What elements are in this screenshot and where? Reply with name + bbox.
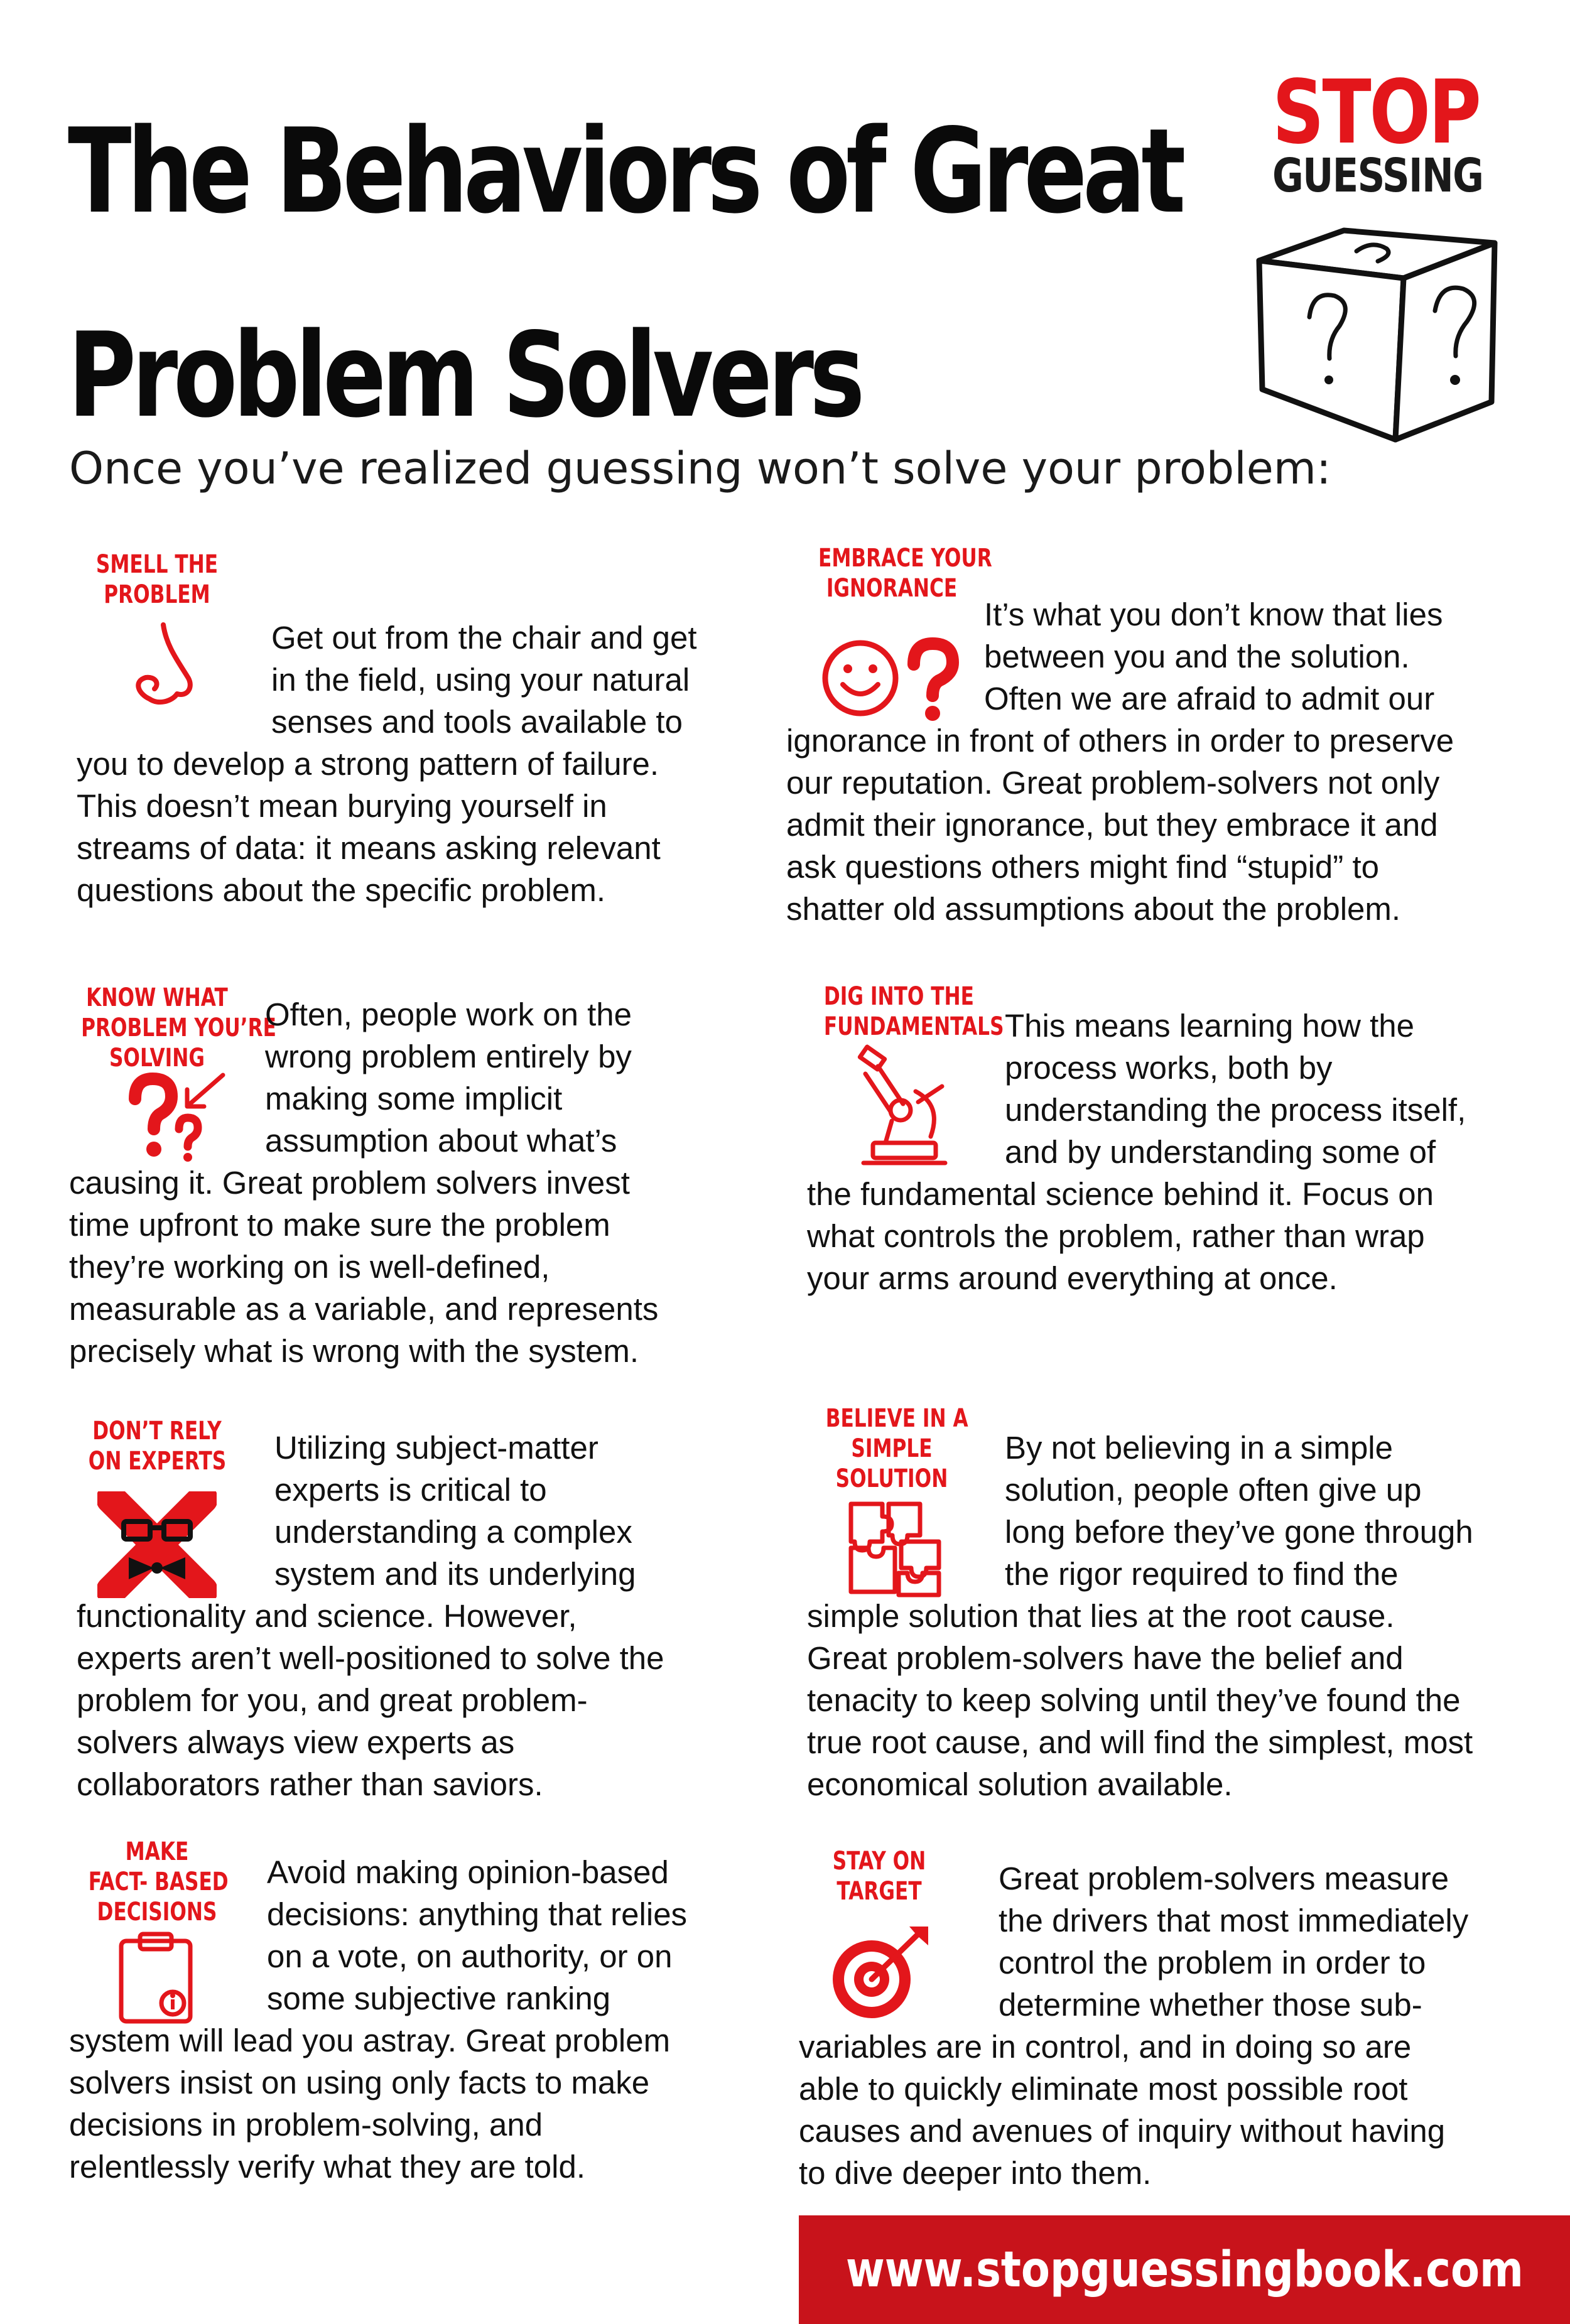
question-marks-icon: [122, 1067, 229, 1162]
section-label: MAKE FACT- BASED DECISIONS: [88, 1837, 229, 1927]
smiley-question-icon: [820, 634, 970, 722]
nose-icon: [119, 619, 214, 713]
website-link[interactable]: www.stopguessingbook.com: [845, 2241, 1524, 2298]
logo-guessing-text: GUESSING: [1272, 149, 1483, 203]
section-label: DIG INTO THE FUNDAMENTALS: [823, 982, 1004, 1041]
clipboard-info-icon: [116, 1931, 198, 2025]
section-label: EMBRACE YOUR IGNORANCE: [818, 544, 992, 603]
subtitle: Once you’ve realized guessing won’t solve your problem:: [69, 443, 1331, 494]
section-label: BELIEVE IN A SIMPLE SOLUTION: [825, 1404, 968, 1493]
microscope-icon: [848, 1042, 955, 1168]
question-dice-icon: [1250, 217, 1501, 449]
puzzle-icon: [845, 1498, 945, 1601]
expert-crossed-icon: [97, 1491, 217, 1598]
stop-guessing-logo: [1250, 62, 1501, 446]
section-label: KNOW WHAT PROBLEM YOU’RE SOLVING: [81, 983, 276, 1073]
target-icon: [823, 1921, 933, 2028]
section-label: DON’T RELY ON EXPERTS: [88, 1417, 227, 1476]
section-label: STAY ON TARGET: [832, 1847, 926, 1906]
website-banner: [799, 2215, 1570, 2324]
logo-stop-text: STOP: [1272, 62, 1480, 164]
section-label: SMELL THE PROBLEM: [95, 550, 219, 609]
page-title-line-1: The Behaviors of Great: [68, 103, 1182, 239]
page-title-line-2: Problem Solvers: [68, 307, 861, 443]
